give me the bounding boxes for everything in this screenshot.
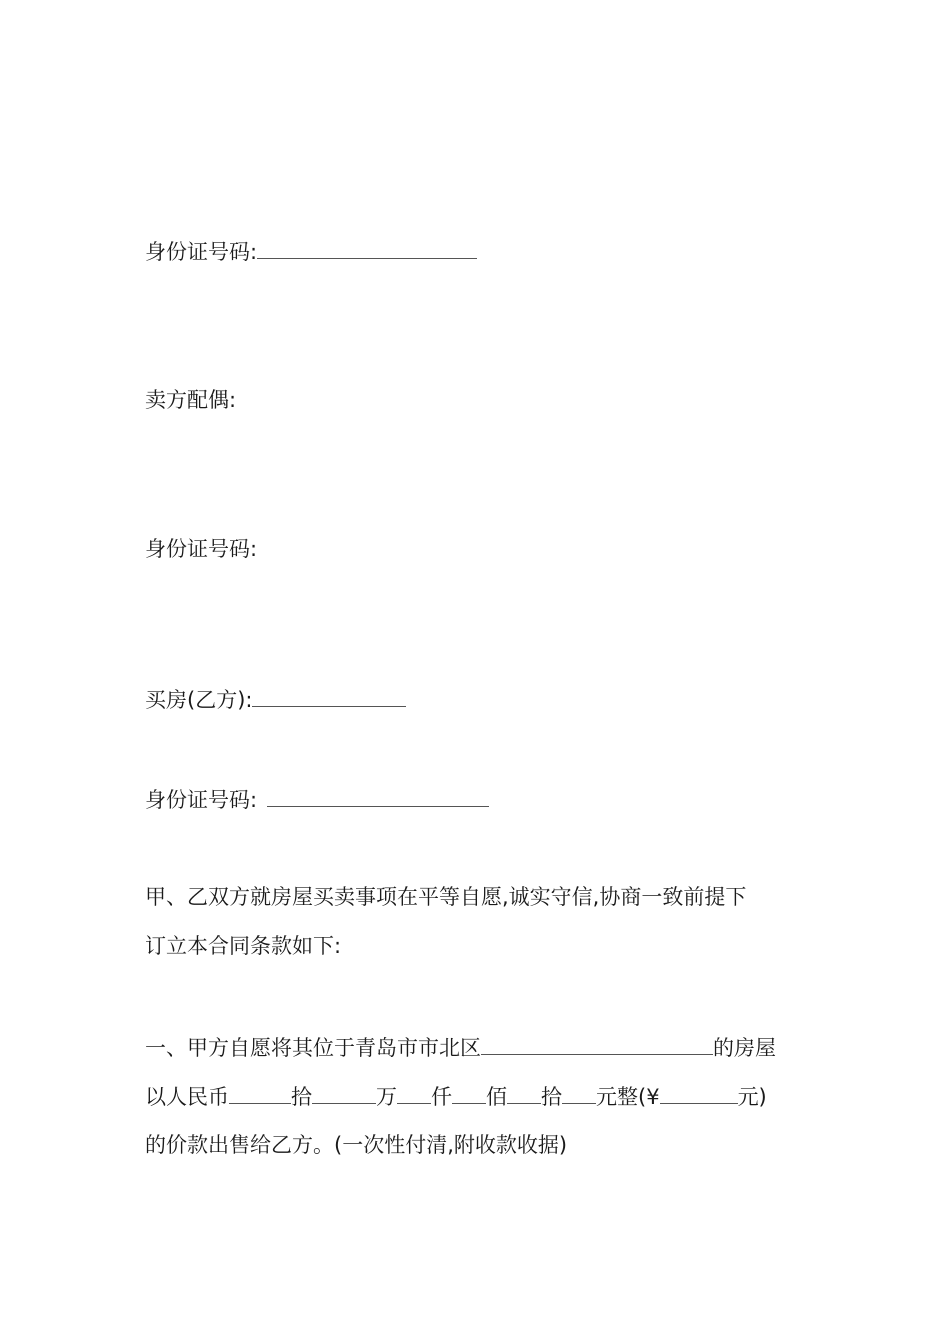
unit-yuan-zheng: 元整(¥ <box>596 1085 660 1109</box>
price-blank-bai[interactable] <box>452 1081 486 1104</box>
clause1-location-suffix: 的房屋 <box>713 1036 776 1060</box>
price-blank-qian[interactable] <box>397 1081 431 1104</box>
price-blank-shiwan[interactable] <box>229 1081 291 1104</box>
unit-qian: 仟 <box>431 1085 452 1109</box>
seller-spouse-label: 卖方配偶: <box>145 388 237 412</box>
buyer-name-blank[interactable] <box>252 684 406 707</box>
unit-shi: 拾 <box>291 1085 312 1109</box>
price-blank-shi[interactable] <box>507 1081 541 1104</box>
price-blank-yuan[interactable] <box>562 1081 596 1104</box>
address-blank[interactable] <box>481 1032 713 1055</box>
unit-wan: 万 <box>376 1085 397 1109</box>
buyer-label: 买房(乙方): <box>145 688 253 712</box>
buyer-id-row <box>145 784 489 815</box>
seller-spouse-row <box>145 385 236 415</box>
unit-yuan-close: 元) <box>737 1085 767 1109</box>
buyer-id-label: 身份证号码: <box>145 788 258 812</box>
price-blank-wan[interactable] <box>312 1081 376 1104</box>
preamble-line-2: 订立本合同条款如下: <box>145 934 342 958</box>
buyer-id-blank[interactable] <box>267 784 489 807</box>
price-amount-blank[interactable] <box>660 1081 738 1104</box>
seller-id-row <box>145 236 477 267</box>
clause1-location-prefix: 一、甲方自愿将其位于青岛市市北区 <box>145 1036 481 1060</box>
price-label: 以人民币 <box>145 1085 229 1109</box>
seller-id-blank[interactable] <box>257 236 477 259</box>
spouse-id-row <box>145 534 257 564</box>
buyer-row <box>145 684 406 715</box>
unit-bai: 佰 <box>486 1085 507 1109</box>
preamble-line-1: 甲、乙双方就房屋买卖事项在平等自愿,诚实守信,协商一致前提下 <box>145 885 747 909</box>
clause1-line-2 <box>145 1081 767 1112</box>
unit-shi-2: 拾 <box>541 1085 562 1109</box>
clause1-line-1 <box>145 1032 776 1063</box>
clause1-line-3: 的价款出售给乙方。(一次性付清,附收款收据) <box>145 1133 568 1157</box>
spouse-id-label: 身份证号码: <box>145 537 258 561</box>
seller-id-label: 身份证号码: <box>145 240 258 264</box>
